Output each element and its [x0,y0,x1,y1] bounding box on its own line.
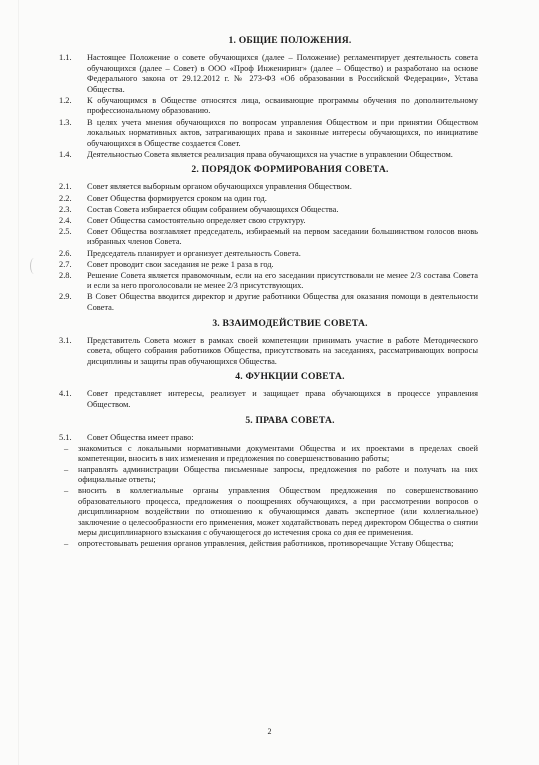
clause-text: Совет Общества формируется сроком на один год. [87,193,267,203]
clause-number: 2.2. [59,193,72,203]
clause [59,193,478,205]
clause-number: 1.2. [59,95,72,105]
clause-text: Состав Совета избирается общим собранием обучающихся Общества. [87,204,339,214]
clause [59,204,478,216]
list-item [62,444,478,465]
clause-number: 2.9. [59,292,72,302]
clause-number: 2.3. [59,204,72,214]
clause [59,182,478,193]
page-number: 2 [267,727,272,736]
clause-text: В целях учета мнения обучающихся по вопросам управления Обществом и при принятии Обществом локальных нормативных актов, затрагивающих права и законные интересы обучающихся, по инициативе обучающихся в Обществе создается Совет. [87,117,478,148]
clause-text: Председатель планирует и организует деятельность Совета. [87,248,301,258]
list-item [62,465,478,486]
clause-text: Совет Общества возглавляет председатель, избираемый на первом заседании большинством голосов вновь избранных членов Совета. [87,226,478,247]
list-item-text: направлять администрации Общества письменные запросы, предложения по работе и получать на них официальные ответы; [78,464,478,485]
clause [59,259,478,271]
clause-number: 2.5. [59,226,72,236]
punch-hole-mark [30,258,38,274]
dash-marker: – [64,538,69,548]
list-item [62,539,478,550]
clause [59,226,478,248]
clause [59,149,478,161]
clause-number: 4.1. [59,389,72,399]
document-body [59,31,478,550]
clause-text: Настоящее Положение о совете обучающихся (далее – Положение) регламентирует деятельность совета обучающихся (далее – Совет) в ООО «Проф Инжениринг» (далее – Общество) и разработано на основе Федерального закона от 29.12.2012 г. № 273-ФЗ «Об образовании в Российской Федерации», Устава Общества. [87,53,478,94]
clause-number: 2.4. [59,215,72,225]
dash-marker: – [64,464,69,474]
section-title: 1. ОБЩИЕ ПОЛОЖЕНИЯ. [228,35,352,46]
clause-number: 2.7. [59,259,72,269]
clause-number: 2.1. [59,182,72,192]
clause-number: 2.6. [59,248,72,258]
list-item-text: вносить в коллегиальные органы управления Обществом предложения по совершенствованию образовательного процесса, предложения о поощрениях обучающихся, а при рассмотрении вопросов о дисциплинарном воздействии по отношению к обучающимся давать экспертное (или коллегиальное) заключение о целесообразности его применения, может ходатайствовать перед директором Общества о снятии меры дисциплинарного взыскания с обучающегося до истечения срока со дня ее применения. [78,486,478,538]
clause-number: 1.3. [59,117,72,127]
clause [59,248,478,260]
list-item-text: знакомиться с локальными нормативными документами Общества и их проектами в пределах своей компетенции, вносить в них изменения и предложения по совершенствованию работы; [78,443,478,464]
section-title: 5. ПРАВА СОВЕТА. [245,414,335,426]
dash-marker: – [64,486,69,495]
clause [59,117,478,150]
rights-list [62,444,478,550]
clause [59,95,478,117]
clause [59,432,478,444]
clause [59,270,478,292]
clause [59,335,478,368]
clause-text: Совет представляет интересы, реализует и защищает права обучающихся в процессе управления Обществом. [87,389,478,409]
clause-number: 1.1. [59,53,72,62]
clause-number: 5.1. [59,432,72,442]
clause-text: Совет является выборным органом обучающихся управления Обществом. [87,182,352,192]
list-item [62,486,478,539]
clause [59,53,478,95]
clause-text: К обучающимся в Обществе относятся лица, осваивающие программы обучения по дополнительному профессиональному образованию. [87,95,478,116]
list-item-text: опротестовывать решения органов управления, действия работников, противоречащие Уставу Общества; [78,538,454,548]
clause [59,389,478,410]
clause-text: Совет Общества самостоятельно определяет свою структуру. [87,215,306,225]
clause-text: Совет проводит свои заседания не реже 1 раза в год. [87,259,274,269]
clause-text: Представитель Совета может в рамках своей компетенции принимать участие в работе Методического совета, общего собрания работников Общества, присутствовать на заседаниях, рассматривающих вопросы дисциплины и защиты прав обучающихся Общества. [87,335,478,366]
clause [59,215,478,227]
dash-marker: – [64,443,69,453]
clause-number: 1.4. [59,149,72,159]
clause [59,292,478,313]
section-title: 2. ПОРЯДОК ФОРМИРОВАНИЯ СОВЕТА. [191,164,389,176]
clause-number: 3.1. [59,335,72,345]
section-title: 4. ФУНКЦИИ СОВЕТА. [235,371,345,383]
clause-text: Решение Совета является правомочным, если на его заседании присутствовали не менее 2/3 состава Совета и если за него проголосовали не менее 2/3 присутствующих. [87,270,478,291]
clause-number: 2.8. [59,270,72,280]
clause-text: Совет Общества имеет право: [87,432,194,442]
clause-text: В Совет Общества вводится директор и другие работники Общества для оказания помощи в деятельности Совета. [87,292,478,312]
clause-text: Деятельностью Совета является реализация права обучающихся на участие в управлении Обществом. [87,149,453,159]
section-title: 3. ВЗАИМОДЕЙСТВИЕ СОВЕТА. [212,317,368,329]
